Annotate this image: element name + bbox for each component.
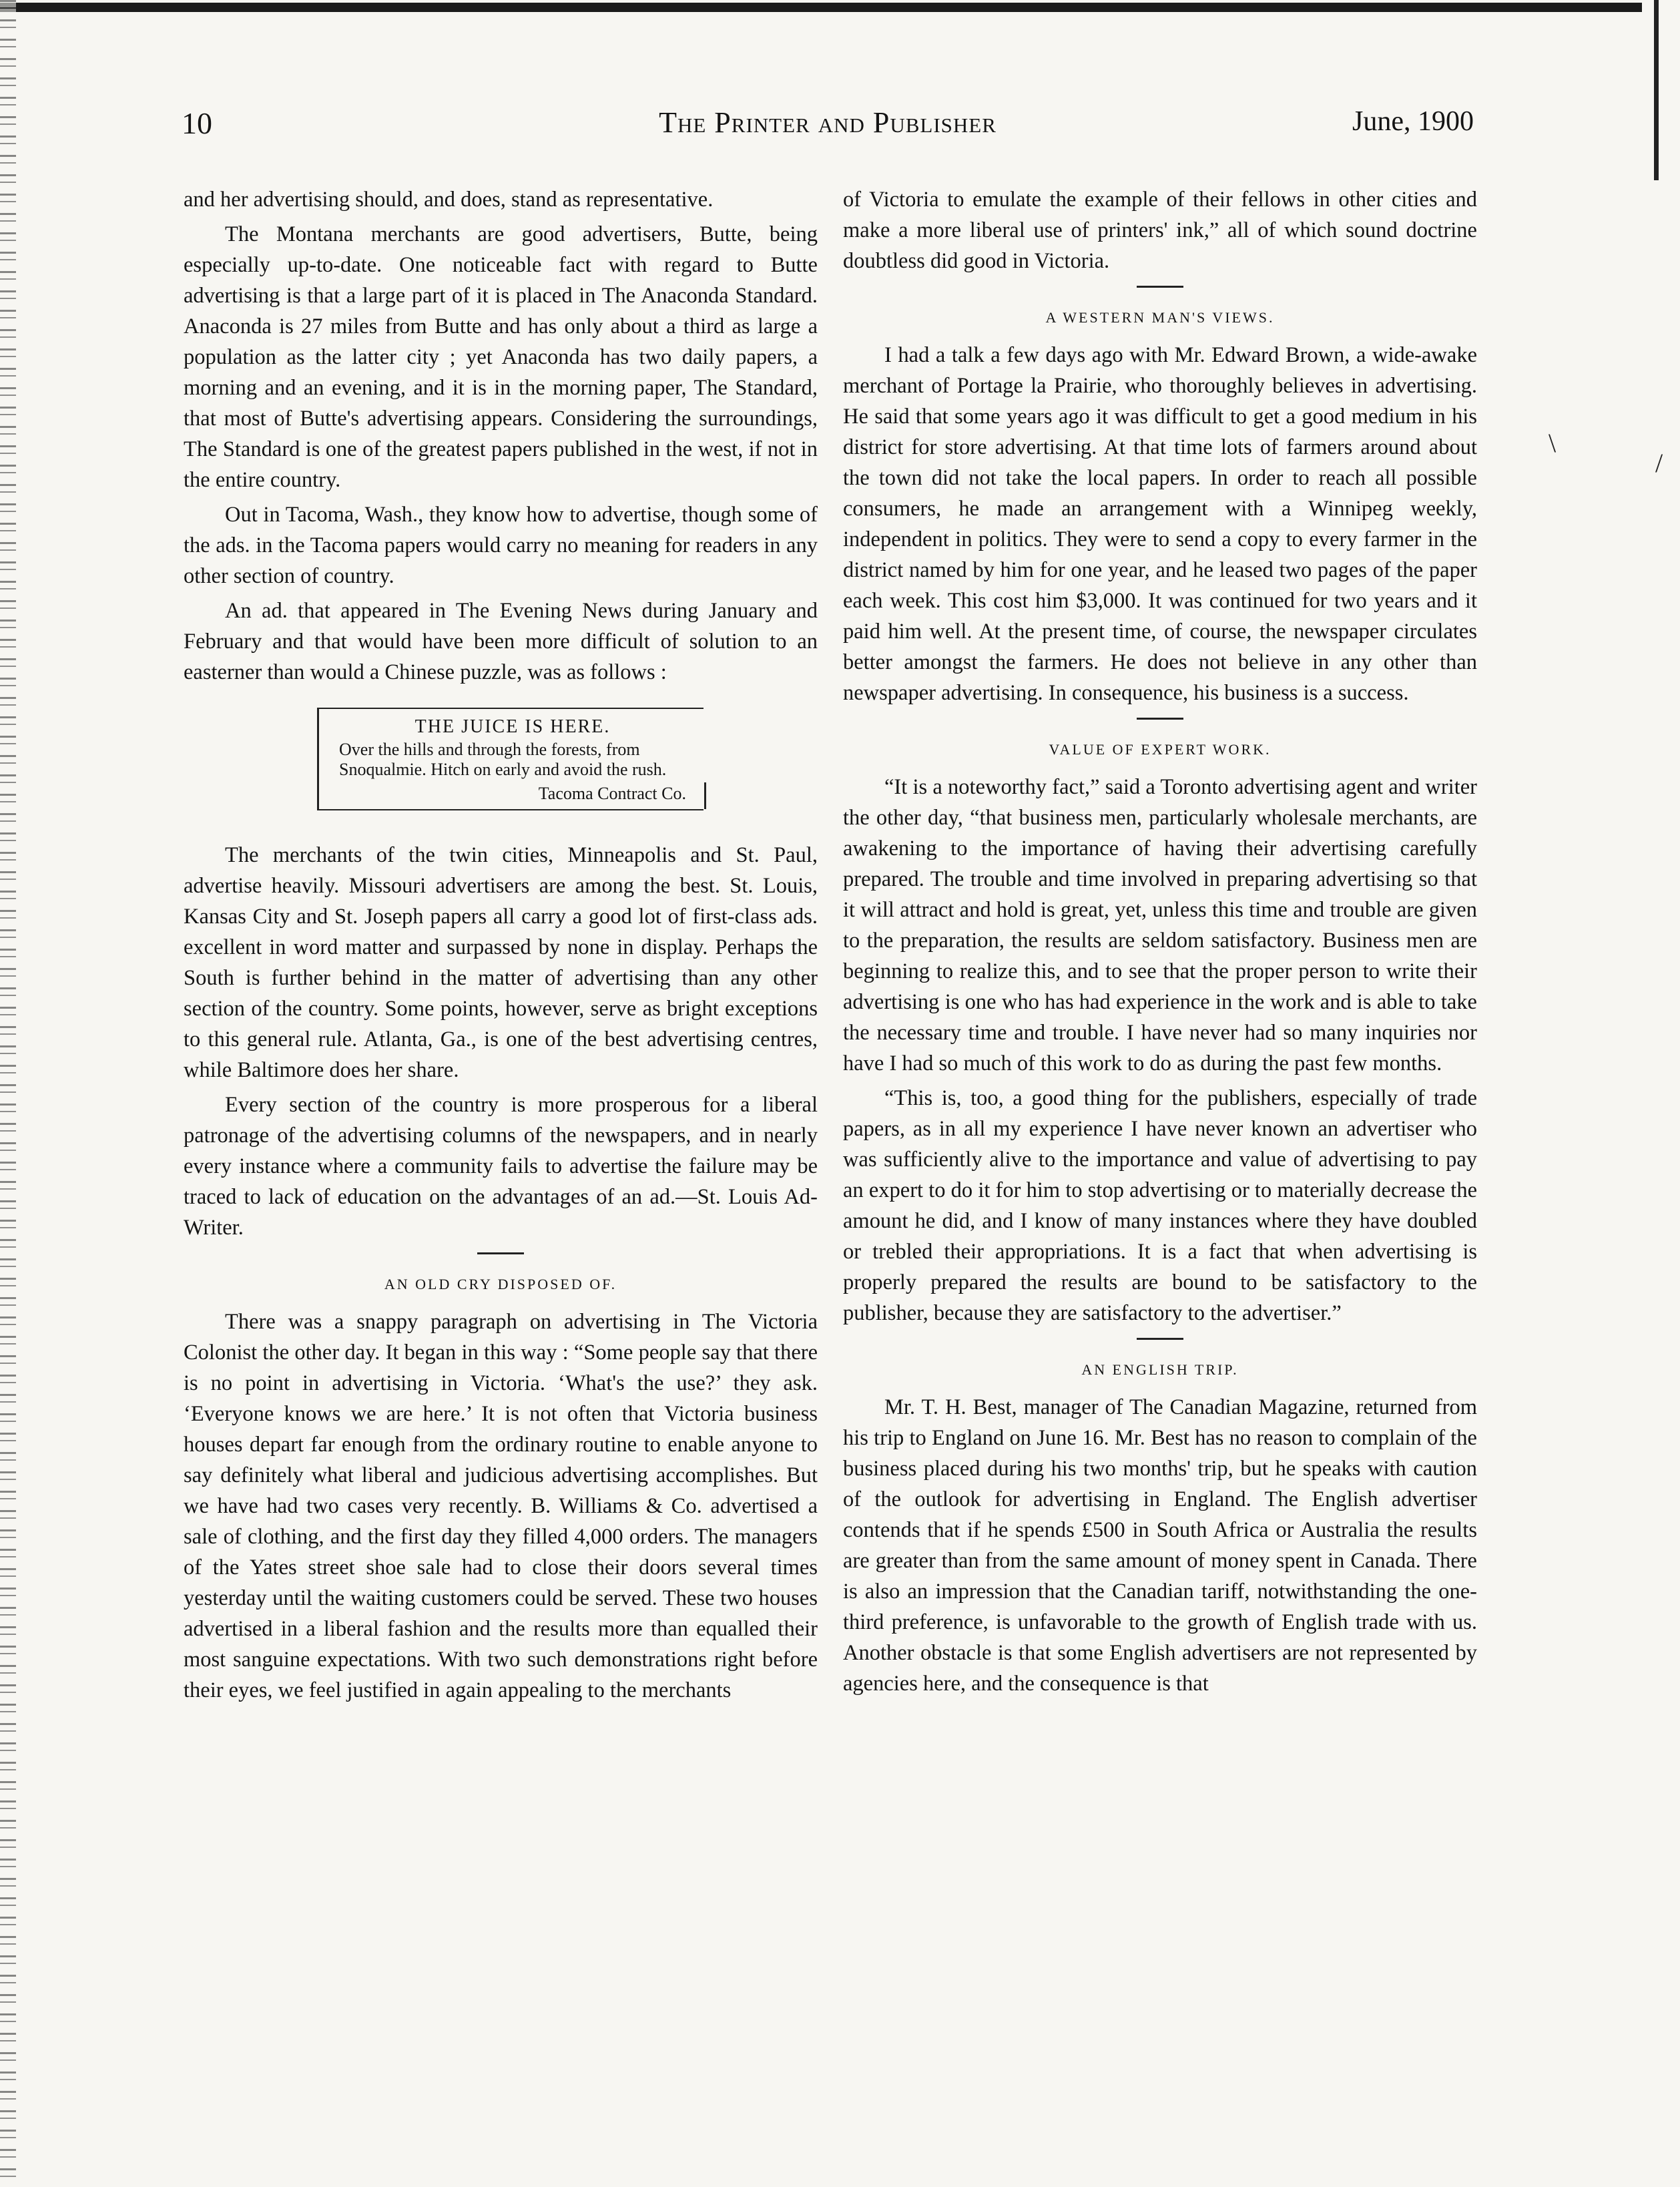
top-border-rule — [0, 3, 1642, 12]
page-header — [182, 105, 1474, 146]
paragraph: An ad. that appeared in The Evening News during January and February and that would have been more difficult of solution to an easterner than would a Chinese puzzle, was as follows : — [184, 599, 818, 684]
section-divider — [1137, 718, 1183, 720]
paragraph: “This is, too, a good thing for the publishers, especially of trade papers, as in all my experience I have never known an advertiser who was sufficiently alive to the importance and value of advertising to pay an expert to do it for him to stop advertising or to materially decrease the amount he did, and I know of many instances where they have doubled or trebled their appropriations. It is a fact that when advertising is properly prepared the results are bound to be satisfactory to the publisher, because they are satisfactory to the advertiser.” — [843, 1086, 1477, 1325]
section-heading: AN OLD CRY DISPOSED OF. — [384, 1276, 617, 1292]
paragraph: Every section of the country is more prosperous for a liberal patronage of the advertising columns of the newspapers, and in nearly every instance where a community fails to advertise the failure may be traced to lack of education on the advantages of an ad.—St. Louis Ad-Writer. — [184, 1093, 818, 1240]
paragraph: “It is a noteworthy fact,” said a Toronto advertising agent and writer the other day, “that business men, particularly wholesale merchants, are awakening to the importance of having their advertising carefully prepared. The trouble and time involved in preparing advertising so that it will attract and hold is great, yet, unless this time and trouble are given to the preparation, the results are seldom satisfactory. Business men are beginning to realize this, and to see that the proper person to write their advertising is one who has had experience in the work and is able to take the necessary time and trouble. I have never had so many inquiries nor have I had so much of this work to do as during the past few months. — [843, 775, 1477, 1075]
paragraph: of Victoria to emulate the example of their fellows in other cities and make a more liberal use of printers' ink,” all of which sound doctrine doubtless did good in Victoria. — [843, 188, 1477, 273]
section-heading: AN ENGLISH TRIP. — [1081, 1361, 1239, 1378]
paragraph: I had a talk a few days ago with Mr. Edward Brown, a wide-awake merchant of Portage la Prairie, who thoroughly believes in advertising. He said that some years ago it was difficult to get a good medium in his district for store advertising. At that time lots of farmers around about the town did not take the local papers. In order to reach all possible consumers, he made an arrangement with a Winnipeg weekly, independent in politics. They were to send a copy to every farmer in the district named by him for one year, and he leased two pages of the paper each week. This cost him $3,000. It was continued for two years and it paid him well. At the present time, of course, the newspaper circulates better amongst the farmers. He does not believe in any other than newspaper advertising. In consequence, his business is a success. — [843, 343, 1477, 705]
ad-signature: Tacoma Contract Co. — [538, 784, 686, 803]
issue-date: June, 1900 — [1352, 106, 1474, 137]
ad-body: Over the hills and through the forests, from Snoqualmie. Hitch on early and avoid the rush. — [339, 740, 667, 779]
page-number: 10 — [182, 106, 212, 140]
section-heading: VALUE OF EXPERT WORK. — [1049, 741, 1272, 758]
paragraph: Mr. T. H. Best, manager of The Canadian Magazine, returned from his trip to England on June 16. Mr. Best has no reason to complain of the business placed during his two months' trip, but he speaks with caution of the outlook for advertising in England. The English advertiser contends that if he spends £500 in South Africa or Australia the results are greater than from the same amount of money spent in Canada. There is also an impression that the Canadian tariff, notwithstanding the one-third preference, is unfavorable to the growth of English trade with us. Another obstacle is that some English advertisers are not represented by agencies here, and the consequence is that — [843, 1395, 1477, 1696]
paragraph: and her advertising should, and does, stand as representative. — [184, 188, 714, 212]
section-divider — [477, 1252, 524, 1254]
margin-mark: \ — [1549, 428, 1557, 458]
right-border-rule — [1654, 0, 1659, 180]
ad-heading: THE JUICE IS HERE. — [414, 716, 611, 737]
paragraph: There was a snappy paragraph on advertising in The Victoria Colonist the other day. It began in this way : “Some people say that there is no point in advertising in Victoria. ‘What's the use?’ they ask. ‘Everyone knows we are here.’ It is not often that Victoria business houses depart far enough from the ordinary routine to enable anyone to say definitely what liberal and judicious advertising accomplishes. But we have had two cases very recently. B. Williams & Co. advertised a sale of clothing, and the first day they filled 4,000 orders. The managers of the Yates street shoe sale had to close their doors several times yesterday until the waiting customers could be served. These two houses advertised in a liberal fashion and the results more than equalled their most sanguine expectations. With two such demonstrations right before their eyes, we feel justified in again appealing to the merchants — [184, 1310, 818, 1702]
left-column — [184, 184, 818, 1710]
publication-title: The Printer and Publisher — [659, 106, 997, 139]
right-column — [843, 184, 1477, 1703]
section-heading: A WESTERN MAN'S VIEWS. — [1045, 309, 1275, 326]
section-divider — [1137, 1338, 1183, 1340]
scan-left-edge — [0, 0, 16, 2187]
paragraph: The merchants of the twin cities, Minneapolis and St. Paul, advertise heavily. Missouri advertisers are among the best. St. Louis, Kansas City and St. Joseph papers all carry a good lot of first-class ads. excellent in word matter and surpassed by none in display. Perhaps the South is further behind in the matter of advertising than any other section of the country. Some points, however, serve as bright exceptions to this general rule. Atlanta, Ga., is one of the best advertising centres, while Baltimore does her share. — [184, 843, 818, 1082]
quoted-advertisement — [317, 708, 704, 810]
section-divider — [1137, 286, 1183, 288]
paragraph: Out in Tacoma, Wash., they know how to advertise, though some of the ads. in the Tacoma papers would carry no meaning for readers in any other section of country. — [184, 503, 818, 588]
paragraph: The Montana merchants are good advertisers, Butte, being especially up-to-date. One noticeable fact with regard to Butte advertising is that a large part of it is placed in The Anaconda Standard. Anaconda is 27 miles from Butte and has only about a third as large a population as the latter city ; yet Anaconda has two daily papers, a morning and an evening, and it is in the morning paper, The Standard, that most of Butte's advertising appears. Considering the surroundings, The Standard is one of the greatest papers published in the west, if not in the entire country. — [184, 222, 818, 492]
margin-mark: / — [1655, 448, 1663, 478]
